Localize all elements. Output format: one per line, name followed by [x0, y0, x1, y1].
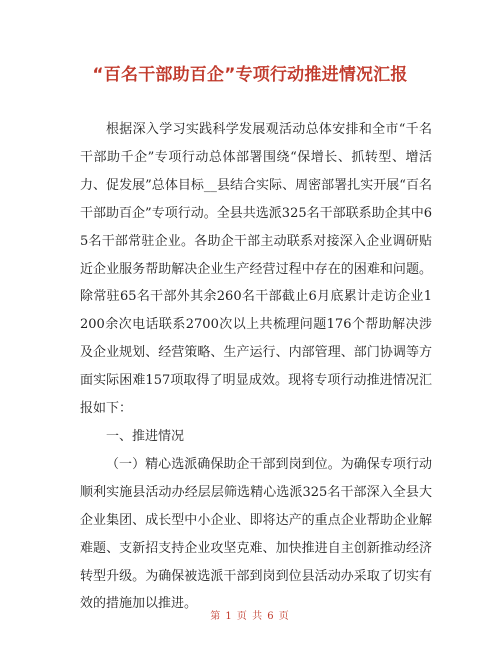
document-title: “百名干部助百企”专项行动推进情况汇报 — [92, 65, 408, 85]
section-paragraph: （一）精心选派确保助企干部到岗到位。为确保专项行动顺利实施县活动办经层层筛选精心选派325名干部深入全县大企业集团、成长型中小企业、即将达产的重点企业帮助企业解难题、支新招支持企业攻坚克难、加快推进自主创新推动经济转型升级。为确保被选派干部到岗到位县活动办采取了切实有效的措施加以推进。 — [80, 456, 432, 612]
intro-paragraph: 根据深入学习实践科学发展观活动总体安排和全市“千名干部助千企”专项行动总体部署围绕“保增长、抓转型、增活力、促发展”总体目标__县结合实际、周密部署扎实开展“百名干部助百企”专项行动。全县共选派325名干部联系助企其中65名干部常驻企业。各助企干部主动联系对接深入企业调研贴近企业服务帮助解决企业生产经营过程中存在的困难和问题。除常驻65名干部外其余260名干部截止6月底累计走访企业1200余次电话联系2700次以上共梳理问题176个帮助解决涉及企业规划、经营策略、生产运行、内部管理、部门协调等方面实际困难157项取得了明显成效。现将专项行动推进情况汇报如下： — [80, 122, 432, 417]
section-heading: 一、推进情况 — [106, 428, 185, 444]
document-body — [80, 116, 432, 618]
page-number: 第 1 页 共 6 页 — [210, 611, 290, 622]
